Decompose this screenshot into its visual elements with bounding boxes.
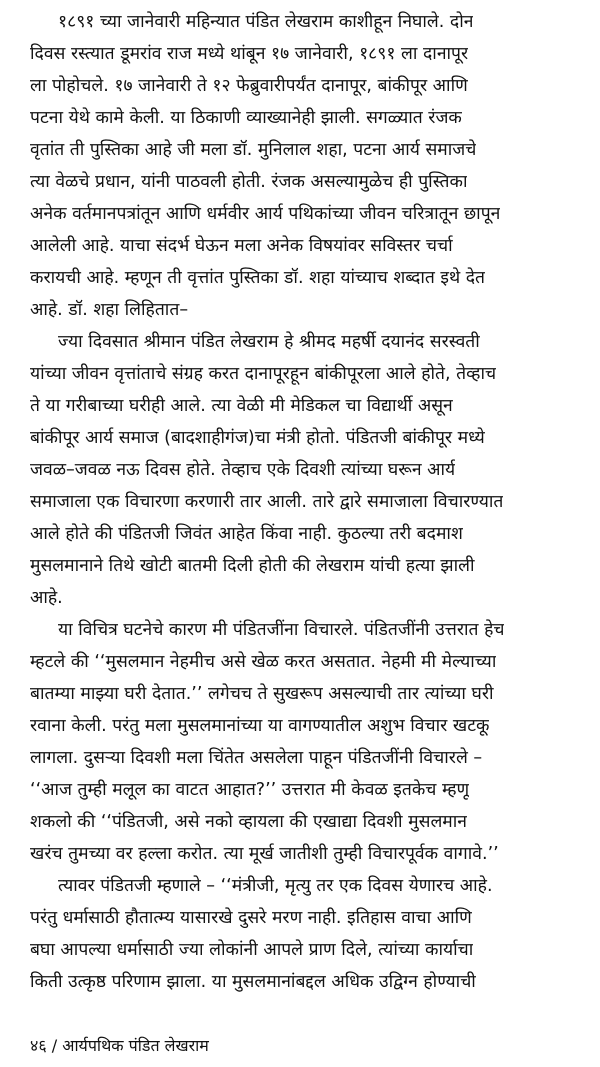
text-line: १८९१ च्या जानेवारी महिन्यात पंडित लेखराम काशीहून निघाले. दोन: [58, 12, 474, 32]
text-line: परंतु धर्मासाठी हौतात्म्य यासारखे दुसरे मरण नाही. इतिहास वाचा आणि: [30, 908, 472, 928]
text-line: त्या वेळचे प्रधान, यांनी पाठवली होती. रंजक असल्यामुळेच ही पुस्तिका: [30, 172, 468, 192]
text-line: खरंच तुमच्या वर हल्ला करोत. त्या मूर्ख जातीशी तुम्ही विचारपूर्वक वागावे.’’: [30, 844, 499, 864]
text-line: बातम्या माझ्या घरी देतात.’’ लगेचच ते सुखरूप असल्याची तार त्यांच्या घरी: [30, 684, 494, 704]
text-line: बघा आपल्या धर्मासाठी ज्या लोकांनी आपले प्राण दिले, त्यांच्या कार्याचा: [30, 940, 474, 960]
text-line: लागला. दुसऱ्या दिवशी मला चिंतेत असलेला पाहून पंडितजींनी विचारले –: [30, 748, 483, 768]
text-line: जवळ–जवळ नऊ दिवस होते. तेव्हाच एके दिवशी त्यांच्या घरून आर्य: [30, 460, 456, 480]
text-line: यांच्या जीवन वृत्तांताचे संग्रह करत दानापूरहून बांकीपूरला आले होते, तेव्हाच: [30, 364, 497, 384]
text-line: या विचित्र घटनेचे कारण मी पंडितजींना विचारले. पंडितजींनी उत्तरात हेच: [58, 620, 505, 640]
text-line: आलेली आहे. याचा संदर्भ घेऊन मला अनेक विषयांवर सविस्तर चर्चा: [30, 236, 453, 256]
text-line: आले होते की पंडितजी जिवंत आहेत किंवा नाही. कुठल्या तरी बदमाश: [30, 524, 463, 544]
text-line: रवाना केली. परंतु मला मुसलमानांच्या या वागण्यातील अशुभ विचार खटकू: [30, 716, 490, 736]
text-line: किती उत्कृष्ठ परिणाम झाला. या मुसलमानांबद्दल अधिक उद्विग्न होण्याची: [30, 972, 476, 992]
text-line: दिवस रस्त्यात डूमरांव राज मध्ये थांबून १७ जानेवारी, १८९१ ला दानापूर: [30, 44, 469, 64]
text-line: अनेक वर्तमानपत्रांतून आणि धर्मवीर आर्य पथिकांच्या जीवन चरित्रातून छापून: [30, 204, 501, 224]
text-line: ला पोहोचले. १७ जानेवारी ते १२ फेब्रुवारीपर्यंत दानापूर, बांकीपूर आणि: [30, 76, 468, 96]
text-line: ज्या दिवसात श्रीमान पंडित लेखराम हे श्रीमद महर्षी दयानंद सरस्वती: [58, 332, 480, 352]
text-line: त्यावर पंडितजी म्हणाले – ‘‘मंत्रीजी, मृत्यु तर एक दिवस येणारच आहे.: [58, 876, 493, 896]
text-line: आहे.: [30, 588, 63, 608]
text-line: आहे. डॉ. शहा लिहितात–: [30, 300, 189, 320]
text-line: वृतांत ती पुस्तिका आहे जी मला डॉ. मुनिलाल शहा, पटना आर्य समाजचे: [30, 140, 477, 160]
text-line: पटना येथे कामे केली. या ठिकाणी व्याख्यानेही झाली. सगळ्यात रंजक: [30, 108, 462, 128]
text-line: बांकीपूर आर्य समाज (बादशाहीगंज)चा मंत्री होतो. पंडितजी बांकीपूर मध्ये: [30, 428, 485, 448]
text-line: ‘‘आज तुम्ही मलूल का वाटत आहात?’’ उत्तरात मी केवळ इतकेच म्हणू: [30, 780, 470, 800]
text-line: शकलो की ‘‘पंडितजी, असे नको व्हायला की एखाद्या दिवशी मुसलमान: [30, 812, 468, 832]
text-line: समाजाला एक विचारणा करणारी तार आली. तारे द्वारे समाजाला विचारण्यात: [30, 492, 504, 512]
page-footer: ४६ / आर्यपथिक पंडित लेखराम: [30, 1036, 209, 1055]
text-line: म्हटले की ‘‘मुसलमान नेहमीच असे खेळ करत असतात. नेहमी मी मेल्याच्या: [30, 652, 497, 672]
text-line: करायची आहे. म्हणून ती वृत्तांत पुस्तिका डॉ. शहा यांच्याच शब्दात इथे देत: [30, 268, 486, 288]
text-line: ते या गरीबाच्या घरीही आले. त्या वेळी मी मेडिकल चा विद्यार्थी असून: [30, 396, 453, 416]
text-line: मुसलमानाने तिथे खोटी बातमी दिली होती की लेखराम यांची हत्या झाली: [30, 556, 475, 576]
